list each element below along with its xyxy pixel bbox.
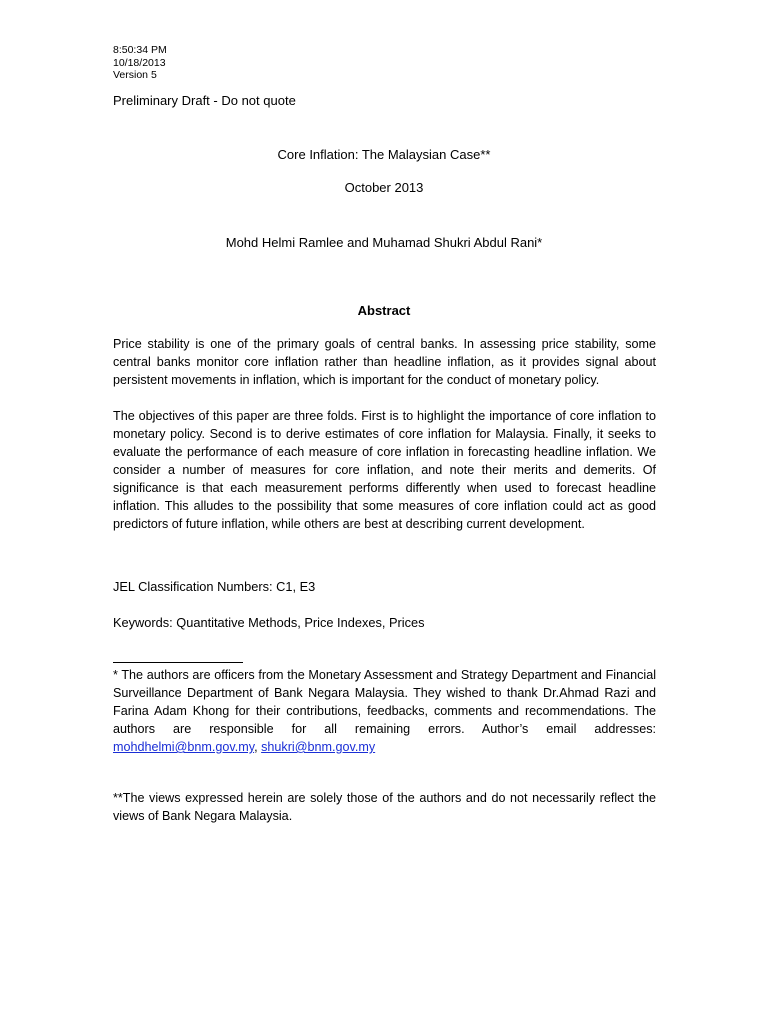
version-label: Version 5 bbox=[113, 69, 157, 81]
paper-date: October 2013 bbox=[344, 180, 424, 195]
abstract-heading: Abstract bbox=[357, 303, 411, 318]
document-metadata bbox=[113, 44, 167, 82]
email-link-shukri[interactable]: shukri@bnm.gov.my bbox=[261, 740, 376, 754]
jel-classification: JEL Classification Numbers: C1, E3 bbox=[113, 579, 316, 594]
paper-authors: Mohd Helmi Ramlee and Muhamad Shukri Abdul Rani* bbox=[225, 235, 543, 250]
timestamp-date: 10/18/2013 bbox=[113, 56, 166, 69]
paper-title: Core Inflation: The Malaysian Case** bbox=[277, 147, 491, 162]
email-separator: , bbox=[254, 740, 262, 754]
keywords: Keywords: Quantitative Methods, Price Indexes, Prices bbox=[113, 615, 425, 630]
email-link-helmi[interactable]: mohdhelmi@bnm.gov.my bbox=[113, 740, 255, 754]
draft-notice: Preliminary Draft - Do not quote bbox=[113, 93, 296, 108]
footnote-authors bbox=[113, 666, 656, 756]
timestamp-time: 8:50:34 PM bbox=[113, 44, 167, 56]
footnote-disclaimer: **The views expressed herein are solely those of the authors and do not necessarily reflect the views of Bank Negara Malaysia. bbox=[113, 791, 656, 823]
footnote-divider bbox=[113, 662, 243, 663]
abstract-paragraph-1: Price stability is one of the primary goals of central banks. In assessing price stability, some central banks monitor core inflation rather than headline inflation, as it provides signal about persistent movements in inflation, which is important for the conduct of monetary policy. bbox=[113, 337, 656, 387]
footnote-authors-text: * The authors are officers from the Monetary Assessment and Strategy Department and Financial Surveillance Department of Bank Negara Malaysia. They wished to thank Dr.Ahmad Razi and Farina Adam Khong for their contributions, feedbacks, comments and recommendations. The authors are responsible for all remaining errors. Author’s email addresses: bbox=[113, 668, 656, 736]
abstract-paragraph-2: The objectives of this paper are three folds. First is to highlight the importance of core inflation to monetary policy. Second is to derive estimates of core inflation for Malaysia. Finally, it seeks to evaluate the performance of each measure of core inflation in forecasting headline inflation. We consider a number of measures for core inflation, and note their merits and demerits. Of significance is that each measurement performs differently when used to forecast headline inflation. This alludes to the possibility that some measures of core inflation could act as good predictors of future inflation, while others are best at describing current development. bbox=[113, 409, 656, 531]
